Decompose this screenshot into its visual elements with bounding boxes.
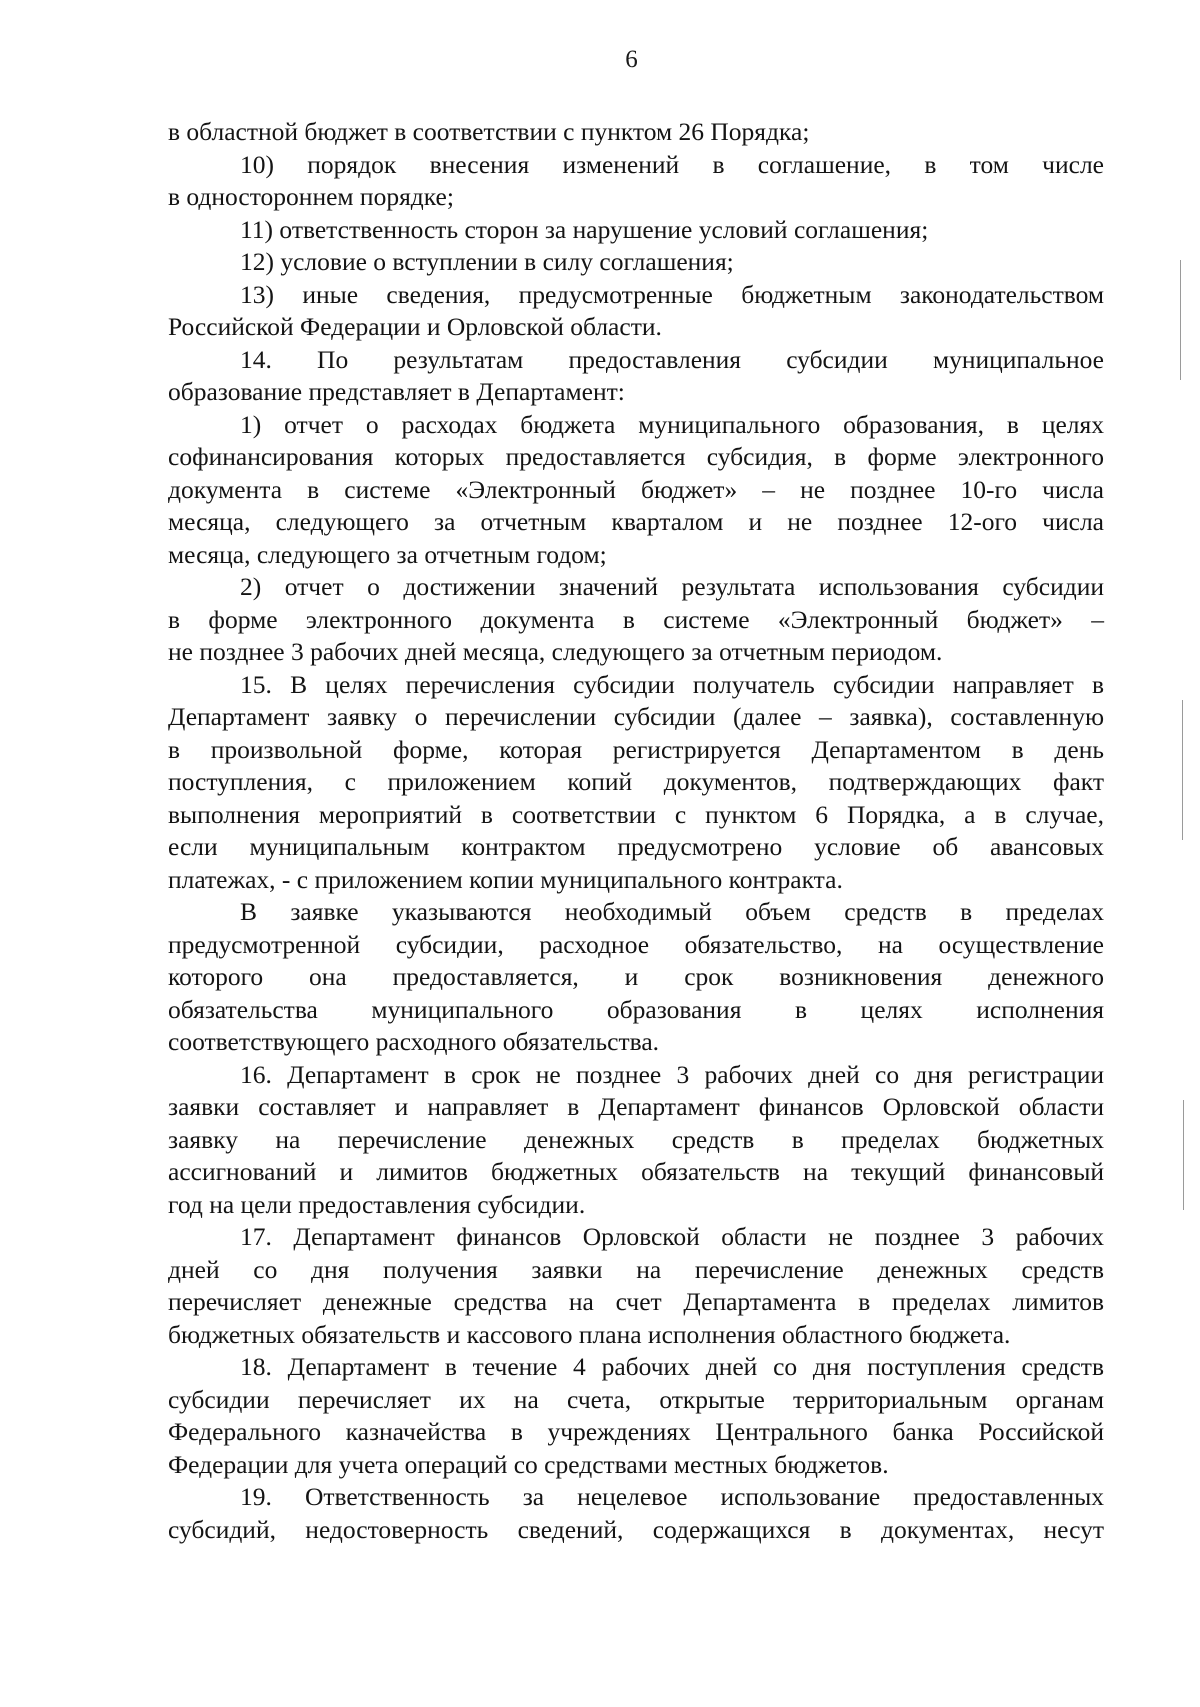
text-line: бюджетных обязательств и кассового плана исполнения областного бюджета. bbox=[168, 1319, 1011, 1349]
text-line: субсидий, недостоверность сведений, содержащихся в документах, несут bbox=[168, 1514, 1104, 1544]
text-line: обязательства муниципального образования в целях исполнения bbox=[168, 994, 1104, 1024]
document-body bbox=[168, 116, 1104, 1546]
text-line: 11) ответственность сторон за нарушение условий соглашения; bbox=[240, 214, 929, 244]
text-line: субсидии перечисляет их на счета, открытые территориальным органам bbox=[168, 1384, 1104, 1414]
text-line: месяца, следующего за отчетным кварталом и не позднее 12-ого числа bbox=[168, 507, 1104, 536]
text-line: в одностороннем порядке; bbox=[168, 182, 454, 211]
text-line: 15. В целях перечисления субсидии получатель субсидии направляет в bbox=[240, 669, 1104, 699]
text-line: софинансирования которых предоставляется субсидия, в форме электронного bbox=[168, 442, 1104, 471]
text-line: заявку на перечисление денежных средств в пределах бюджетных bbox=[168, 1124, 1104, 1154]
text-line: месяца, следующего за отчетным годом; bbox=[168, 539, 607, 569]
text-line: 12) условие о вступлении в силу соглашения; bbox=[240, 247, 734, 276]
page-number: 6 bbox=[625, 46, 638, 73]
text-line: выполнения мероприятий в соответствии с пунктом 6 Порядка, а в случае, bbox=[168, 799, 1104, 829]
text-line: 10) порядок внесения изменений в соглашение, в том числе bbox=[240, 149, 1104, 179]
text-line: в областной бюджет в соответствии с пунктом 26 Порядка; bbox=[168, 117, 810, 146]
text-line: 18. Департамент в течение 4 рабочих дней со дня поступления средств bbox=[240, 1352, 1104, 1381]
text-line: дней со дня получения заявки на перечисление денежных средств bbox=[168, 1254, 1104, 1284]
text-line: 17. Департамент финансов Орловской области не позднее 3 рабочих bbox=[240, 1222, 1104, 1251]
text-line: в произвольной форме, которая регистрируется Департаментом в день bbox=[168, 734, 1104, 764]
scan-artifact-line bbox=[1180, 260, 1181, 380]
text-line: 13) иные сведения, предусмотренные бюджетным законодательством bbox=[240, 279, 1104, 309]
text-line: 19. Ответственность за нецелевое использование предоставленных bbox=[240, 1482, 1104, 1511]
text-line: поступления, с приложением копий документов, подтверждающих факт bbox=[168, 767, 1104, 796]
text-line: в форме электронного документа в системе «Электронный бюджет» – bbox=[168, 604, 1104, 634]
text-line: Российской Федерации и Орловской области. bbox=[168, 312, 662, 341]
text-line: 14. По результатам предоставления субсидии муниципальное bbox=[240, 344, 1104, 374]
text-line: 16. Департамент в срок не позднее 3 рабочих дней со дня регистрации bbox=[240, 1059, 1104, 1089]
text-line: Департамент заявку о перечислении субсидии (далее – заявка), составленную bbox=[168, 702, 1104, 731]
text-line: ассигнований и лимитов бюджетных обязательств на текущий финансовый bbox=[168, 1157, 1104, 1186]
text-line: 1) отчет о расходах бюджета муниципального образования, в целях bbox=[240, 409, 1104, 439]
text-line: не позднее 3 рабочих дней месяца, следующего за отчетным периодом. bbox=[168, 637, 943, 666]
text-line: документа в системе «Электронный бюджет» – не позднее 10-го числа bbox=[168, 474, 1104, 504]
text-line: Федерации для учета операций со средствами местных бюджетов. bbox=[168, 1449, 889, 1479]
text-line: перечисляет денежные средства на счет Департамента в пределах лимитов bbox=[168, 1287, 1104, 1316]
text-line: образование представляет в Департамент: bbox=[168, 377, 625, 406]
scan-artifact-line bbox=[1182, 700, 1183, 840]
scan-artifact-line bbox=[1183, 1100, 1184, 1210]
text-line: год на цели предоставления субсидии. bbox=[168, 1189, 586, 1219]
text-line: соответствующего расходного обязательства. bbox=[168, 1027, 660, 1056]
text-line: 2) отчет о достижении значений результата использования субсидии bbox=[240, 572, 1104, 601]
text-line: предусмотренной субсидии, расходное обязательство, на осуществление bbox=[168, 929, 1104, 959]
text-line: которого она предоставляется, и срок возникновения денежного bbox=[168, 962, 1104, 991]
text-line: Федерального казначейства в учреждениях Центрального банка Российской bbox=[168, 1417, 1104, 1446]
text-line: В заявке указываются необходимый объем средств в пределах bbox=[240, 897, 1104, 926]
text-line: платежах, - с приложением копии муниципального контракта. bbox=[168, 864, 843, 894]
text-line: если муниципальным контрактом предусмотрено условие об авансовых bbox=[168, 832, 1104, 861]
text-line: заявки составляет и направляет в Департамент финансов Орловской области bbox=[168, 1092, 1104, 1121]
